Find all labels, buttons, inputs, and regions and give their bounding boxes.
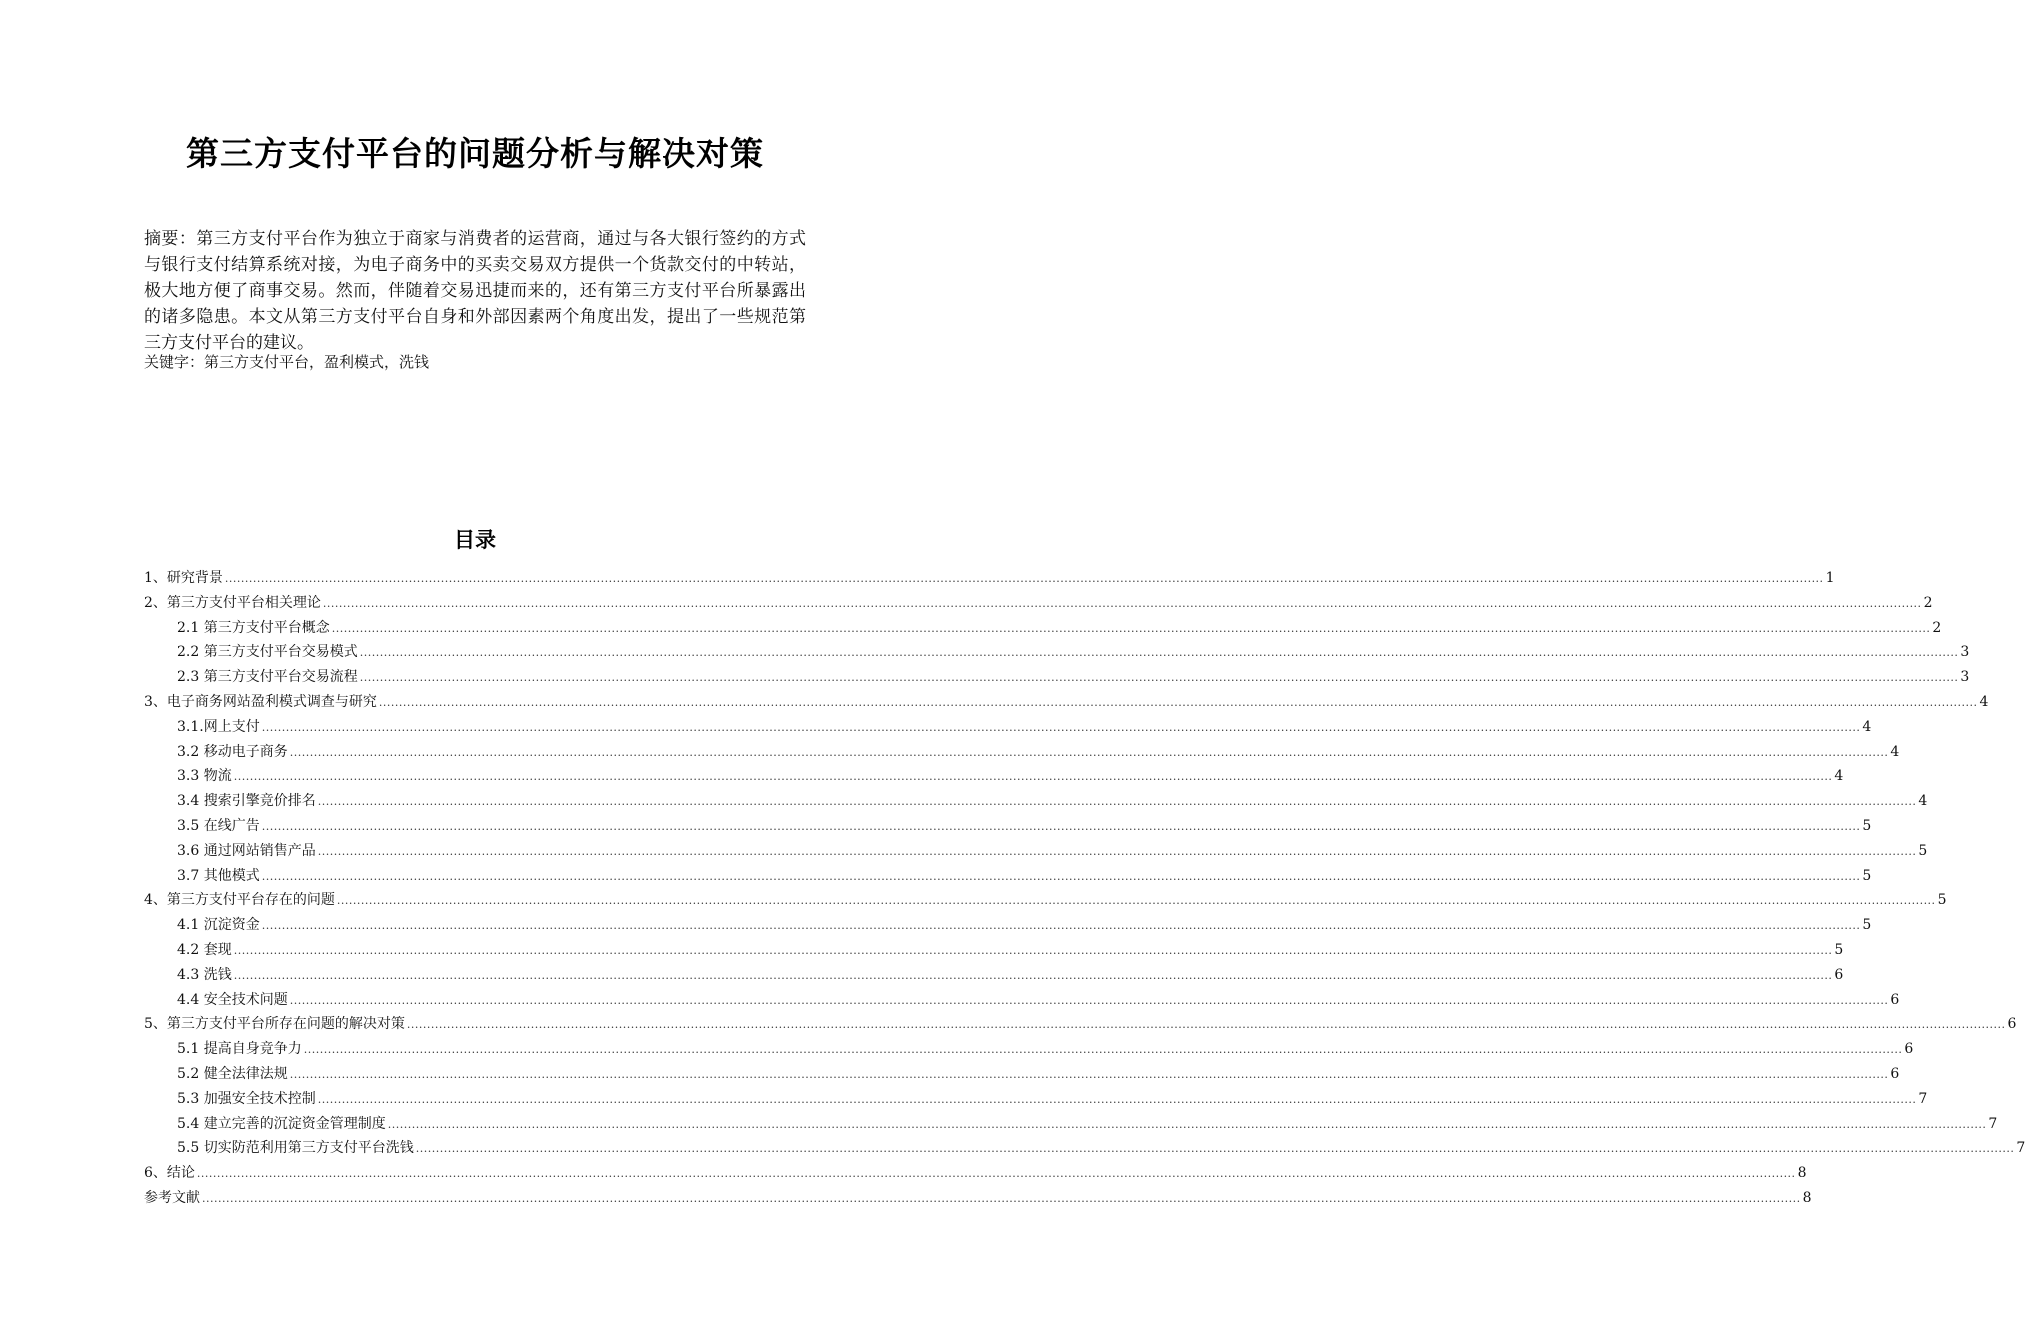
toc-entry-page-number: 5	[1834, 941, 1844, 958]
toc-entry[interactable]	[144, 814, 1872, 839]
keywords-line: 关键字：第三方支付平台，盈利模式，洗钱	[144, 353, 430, 371]
toc-dot-leader: ................................................................................................................................................................................................................................................................................................................................................................................................................	[261, 869, 1861, 883]
toc-dot-leader: ................................................................................................................................................................................................................................................................................................................................................................................................................	[331, 621, 1931, 635]
toc-dot-leader: ................................................................................................................................................................................................................................................................................................................................................................................................................	[289, 745, 1889, 759]
toc-dot-leader: ................................................................................................................................................................................................................................................................................................................................................................................................................	[317, 1092, 1917, 1106]
toc-entry-page-number: 7	[1988, 1115, 1998, 1132]
toc-entry[interactable]	[144, 690, 1989, 715]
toc-entry-page-number: 4	[1862, 718, 1872, 735]
toc-entry-label: 3.1.网上支付	[177, 718, 260, 735]
toc-dot-leader: ................................................................................................................................................................................................................................................................................................................................................................................................................	[336, 894, 1936, 908]
toc-entry[interactable]	[144, 591, 1933, 616]
toc-entry-label: 4.3 洗钱	[177, 966, 232, 983]
toc-entry-label: 参考文献	[144, 1189, 200, 1206]
toc-entry-label: 5.2 健全法律法规	[177, 1065, 288, 1082]
toc-dot-leader: ................................................................................................................................................................................................................................................................................................................................................................................................................	[317, 795, 1917, 809]
toc-dot-leader: ................................................................................................................................................................................................................................................................................................................................................................................................................	[387, 1117, 1987, 1131]
toc-entry-label: 6、结论	[144, 1165, 195, 1182]
toc-entry-page-number: 2	[1923, 594, 1933, 611]
toc-entry-page-number: 4	[1890, 743, 1900, 760]
toc-entry[interactable]	[144, 1012, 2017, 1037]
toc-entry-page-number: 5	[1862, 917, 1872, 934]
toc-entry[interactable]	[144, 616, 1942, 641]
toc-entry-label: 3、电子商务网站盈利模式调查与研究	[144, 693, 377, 710]
toc-entry-page-number: 3	[1960, 669, 1970, 686]
toc-entry[interactable]	[144, 1037, 1914, 1062]
toc-entry[interactable]	[144, 740, 1900, 765]
toc-dot-leader: ................................................................................................................................................................................................................................................................................................................................................................................................................	[406, 1018, 2006, 1032]
toc-entry[interactable]	[144, 913, 1872, 938]
toc-entry[interactable]	[144, 1136, 2025, 1161]
toc-entry-label: 3.7 其他模式	[177, 867, 260, 884]
toc-entry-label: 4.4 安全技术问题	[177, 991, 288, 1008]
toc-entry-label: 2、第三方支付平台相关理论	[144, 594, 321, 611]
toc-dot-leader: ................................................................................................................................................................................................................................................................................................................................................................................................................	[233, 943, 1833, 957]
toc-dot-leader: ................................................................................................................................................................................................................................................................................................................................................................................................................	[261, 720, 1861, 734]
toc-entry-page-number: 5	[1937, 892, 1947, 909]
toc-dot-leader: ................................................................................................................................................................................................................................................................................................................................................................................................................	[322, 596, 1922, 610]
toc-entry-page-number: 5	[1918, 842, 1928, 859]
toc-entry-label: 5.3 加强安全技术控制	[177, 1090, 316, 1107]
toc-entry-page-number: 6	[2007, 1016, 2017, 1033]
toc-dot-leader: ................................................................................................................................................................................................................................................................................................................................................................................................................	[303, 1043, 1903, 1057]
toc-entry[interactable]	[144, 715, 1872, 740]
toc-entry[interactable]	[144, 938, 1844, 963]
toc-dot-leader: ................................................................................................................................................................................................................................................................................................................................................................................................................	[289, 993, 1889, 1007]
toc-entry-label: 2.3 第三方支付平台交易流程	[177, 669, 358, 686]
toc-entry[interactable]	[144, 566, 1835, 591]
toc-entry-label: 5.4 建立完善的沉淀资金管理制度	[177, 1115, 386, 1132]
toc-entry-page-number: 5	[1862, 817, 1872, 834]
toc-entry-page-number: 8	[1802, 1189, 1812, 1206]
toc-entry-label: 3.6 通过网站销售产品	[177, 842, 316, 859]
toc-entry-page-number: 3	[1960, 644, 1970, 661]
toc-entry-page-number: 5	[1862, 867, 1872, 884]
toc-entry-page-number: 7	[2016, 1140, 2025, 1157]
toc-entry-label: 4.2 套现	[177, 941, 232, 958]
toc-entry[interactable]	[144, 1112, 1998, 1137]
toc-dot-leader: ................................................................................................................................................................................................................................................................................................................................................................................................................	[359, 646, 1959, 660]
toc-entry-page-number: 4	[1918, 793, 1928, 810]
toc-heading: 目录	[454, 528, 496, 552]
toc-entry-label: 1、研究背景	[144, 570, 223, 586]
toc-entry[interactable]	[144, 1186, 1812, 1211]
toc-entry[interactable]	[144, 1062, 1900, 1087]
toc-dot-leader: ................................................................................................................................................................................................................................................................................................................................................................................................................	[261, 819, 1861, 833]
toc-entry[interactable]	[144, 888, 1947, 913]
toc-entry-label: 3.3 物流	[177, 768, 232, 785]
toc-entry-page-number: 4	[1834, 768, 1844, 785]
toc-entry[interactable]	[144, 963, 1844, 988]
toc-entry[interactable]	[144, 1161, 1807, 1186]
toc-entry[interactable]	[144, 665, 1970, 690]
toc-entry-page-number: 2	[1932, 619, 1942, 636]
table-of-contents	[144, 566, 2025, 1211]
toc-entry-label: 4.1 沉淀资金	[177, 917, 260, 934]
toc-dot-leader: ................................................................................................................................................................................................................................................................................................................................................................................................................	[196, 1167, 1796, 1181]
toc-entry-page-number: 1	[1825, 570, 1835, 586]
toc-dot-leader: ................................................................................................................................................................................................................................................................................................................................................................................................................	[359, 671, 1959, 685]
toc-entry-page-number: 6	[1890, 991, 1900, 1008]
toc-entry[interactable]	[144, 864, 1872, 889]
toc-entry[interactable]	[144, 789, 1928, 814]
toc-entry-page-number: 6	[1904, 1041, 1914, 1058]
toc-entry-page-number: 4	[1979, 693, 1989, 710]
toc-entry-label: 5.5 切实防范利用第三方支付平台洗钱	[177, 1140, 414, 1157]
toc-entry-page-number: 6	[1834, 966, 1844, 983]
toc-entry[interactable]	[144, 1087, 1928, 1112]
toc-dot-leader: ................................................................................................................................................................................................................................................................................................................................................................................................................	[202, 1191, 1801, 1205]
toc-dot-leader: ................................................................................................................................................................................................................................................................................................................................................................................................................	[233, 968, 1833, 982]
toc-dot-leader: ................................................................................................................................................................................................................................................................................................................................................................................................................	[378, 695, 1978, 709]
toc-entry-label: 2.2 第三方支付平台交易模式	[177, 644, 358, 661]
toc-entry-page-number: 8	[1797, 1165, 1807, 1182]
toc-dot-leader: ................................................................................................................................................................................................................................................................................................................................................................................................................	[224, 572, 1824, 585]
toc-entry-label: 3.5 在线广告	[177, 817, 260, 834]
toc-dot-leader: ................................................................................................................................................................................................................................................................................................................................................................................................................	[317, 844, 1917, 858]
toc-entry-label: 4、第三方支付平台存在的问题	[144, 892, 335, 909]
toc-entry-page-number: 6	[1890, 1065, 1900, 1082]
toc-entry-label: 2.1 第三方支付平台概念	[177, 619, 330, 636]
abstract-paragraph: 摘要：第三方支付平台作为独立于商家与消费者的运营商，通过与各大银行签约的方式与银行支付结算系统对接，为电子商务中的买卖交易双方提供一个货款交付的中转站，极大地方便了商事交易。然而，伴随着交易迅捷而来的，还有第三方支付平台所暴露出的诸多隐患。本文从第三方支付平台自身和外部因素两个角度出发，提出了一些规范第三方支付平台的建议。	[144, 229, 806, 353]
toc-entry-label: 3.4 搜索引擎竞价排名	[177, 793, 316, 810]
toc-entry[interactable]	[144, 640, 1970, 665]
toc-entry[interactable]	[144, 764, 1844, 789]
document-title: 第三方支付平台的问题分析与解决对策	[186, 134, 764, 173]
toc-dot-leader: ................................................................................................................................................................................................................................................................................................................................................................................................................	[415, 1142, 2015, 1156]
toc-entry-label: 3.2 移动电子商务	[177, 743, 288, 760]
toc-entry-label: 5.1 提高自身竞争力	[177, 1041, 302, 1058]
toc-entry[interactable]	[144, 988, 1900, 1013]
toc-dot-leader: ................................................................................................................................................................................................................................................................................................................................................................................................................	[289, 1067, 1889, 1081]
toc-entry-page-number: 7	[1918, 1090, 1928, 1107]
toc-entry[interactable]	[144, 839, 1928, 864]
toc-entry-label: 5、第三方支付平台所存在问题的解决对策	[144, 1016, 405, 1033]
toc-dot-leader: ................................................................................................................................................................................................................................................................................................................................................................................................................	[233, 770, 1833, 784]
toc-dot-leader: ................................................................................................................................................................................................................................................................................................................................................................................................................	[261, 919, 1861, 933]
